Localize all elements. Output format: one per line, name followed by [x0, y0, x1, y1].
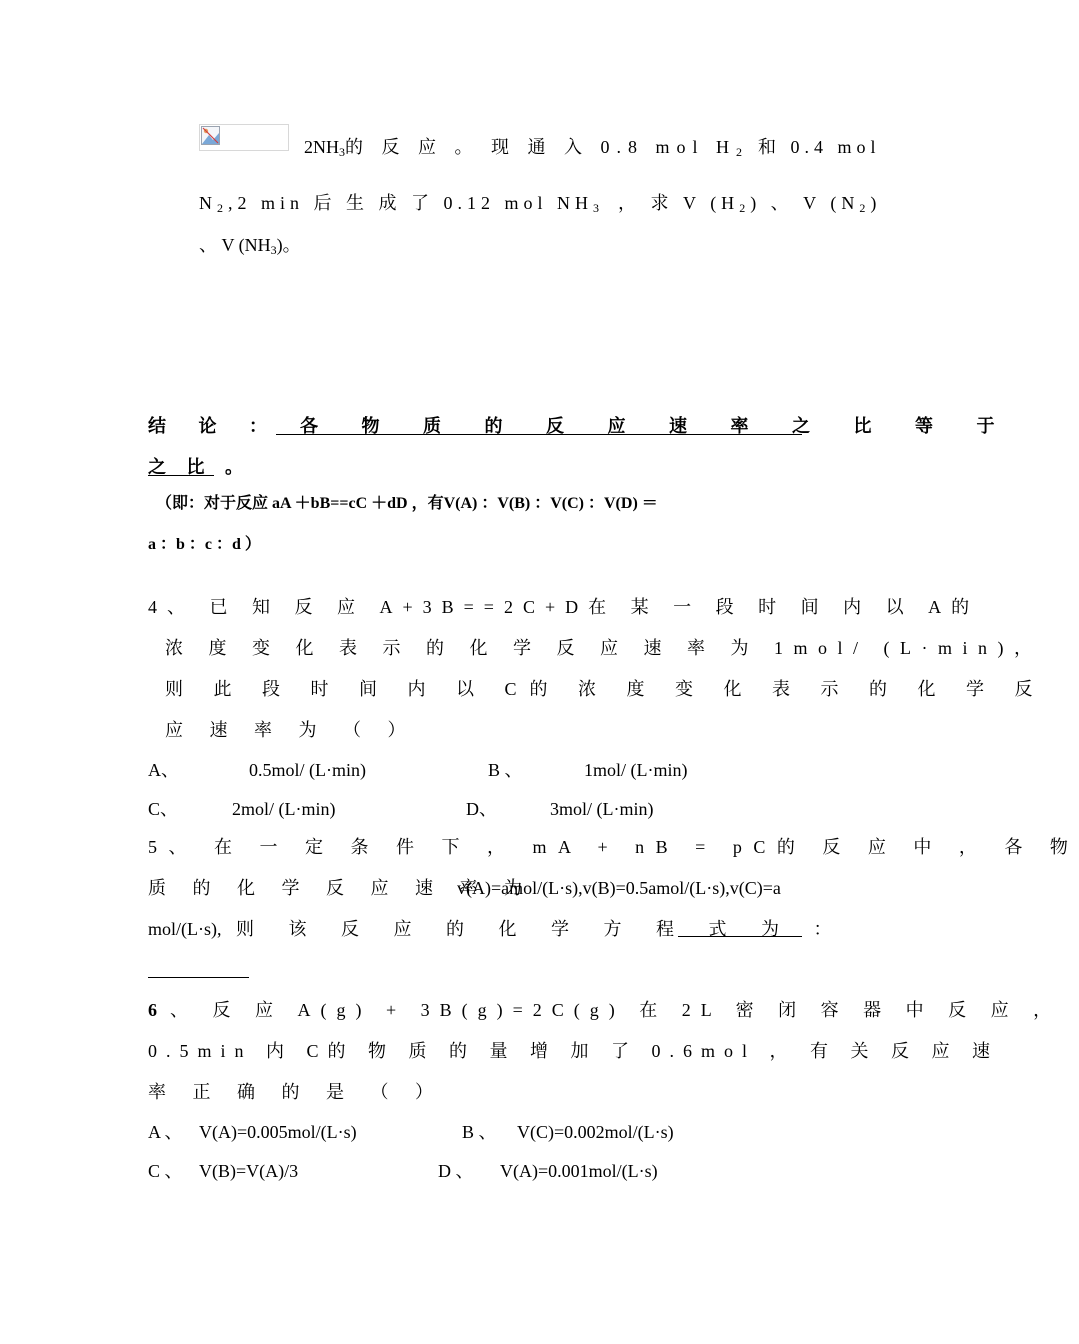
q5-line-3a: mol/(L·s), — [148, 919, 222, 939]
q4-option-a-label: A、 — [148, 760, 179, 780]
q4-option-c-label: C、 — [148, 799, 179, 819]
conclusion-note-1: （即：对于反应 aA ＋bB==cC ＋dD ，有V(A) ：V(B) ：V(C) ：V(D) ＝ — [156, 495, 658, 512]
q5-line-3b: 则 该 反 应 的 化 学 方 程 式 为 ： — [236, 919, 847, 939]
q4-option-a: 0.5mol/ (L·min) — [249, 760, 366, 780]
q4-option-d-label: D、 — [466, 799, 497, 819]
q4-option-c: 2mol/ (L·min) — [232, 799, 336, 819]
conclusion-note-2: a ：b ：c ：d ） — [148, 536, 261, 553]
q4-line-2: 浓 度 变 化 表 示 的 化 学 反 应 速 率 为 1mol/ (L·min)， — [165, 638, 1043, 658]
conclusion-underline-1 — [276, 434, 802, 435]
q6-option-c-label: C 、 — [148, 1161, 183, 1181]
intro-line-2: $N_2,2$ min 后 生 成 了 0.12 mol $NH_3$ ， 求 V $(H_2)$ 、 V $(N_2)$ — [199, 193, 882, 215]
q4-line-1: 4、 已 知 反 应 A+3B==2C+D在 某 一 段 时 间 内 以 A的 — [148, 597, 980, 617]
q6-line-1: 、 反 应 A(g) + 3B(g)=2C(g) 在 2L 密 闭 容 器 中 反 应 ， — [170, 1000, 1062, 1020]
q4-option-d: 3mol/ (L·min) — [550, 799, 654, 819]
q4-option-b-label: B 、 — [488, 760, 523, 780]
q5-answer-blank-1 — [678, 936, 802, 937]
q5-line-2b: v(A)=amol/(L·s),v(B)=0.5amol/(L·s),v(C)=a — [457, 878, 781, 898]
q4-line-4: 应 速 率 为 （ ） — [165, 720, 417, 740]
q5-line-1: 5、 在 一 定 条 件 下 ， mA + nB = pC的 反 应 中 ， 各 物 — [148, 837, 1079, 857]
broken-image-icon — [201, 126, 220, 145]
conclusion-underline-2 — [148, 475, 214, 476]
image-placeholder — [199, 124, 289, 151]
conclusion-text-1: 各 物 质 的 反 应 速 率 之 比 等 于 — [300, 416, 1014, 436]
q4-line-3: 则 此 段 时 间 内 以 C的 浓 度 变 化 表 示 的 化 学 反 — [165, 679, 1046, 699]
q6-line-2: 0.5min 内 C的 物 质 的 量 增 加 了 0.6mol ， 有 关 反 应 速 — [148, 1041, 1000, 1061]
q6-option-a: V(A)=0.005mol/(L·s) — [199, 1122, 357, 1142]
conclusion-text-2: 之 比 。 — [148, 457, 251, 477]
q6-option-b-label: B 、 — [462, 1122, 497, 1142]
conclusion-label: 结 论 ： — [148, 416, 281, 436]
q6-number: 6 — [148, 1000, 157, 1020]
q6-option-a-label: A 、 — [148, 1122, 183, 1142]
q6-line-3: 率 正 确 的 是 （ ） — [148, 1082, 444, 1102]
q6-option-b: V(C)=0.002mol/(L·s) — [517, 1122, 674, 1142]
q5-answer-blank-2 — [148, 977, 249, 978]
q5-line-2a: 质 的 化 学 反 应 速 率 为 — [148, 878, 533, 898]
q4-option-b: 1mol/ (L·min) — [584, 760, 688, 780]
q6-option-c: V(B)=V(A)/3 — [199, 1161, 299, 1181]
q6-option-d-label: D 、 — [438, 1161, 474, 1181]
q6-option-d: V(A)=0.001mol/(L·s) — [500, 1161, 658, 1181]
intro-line-1: $2NH_3$的 反 应 。 现 通 入 0.8 mol $H_2$ 和 0.4 mol — [304, 137, 881, 159]
intro-line-3: 、 V $(NH_3)$。 — [199, 235, 301, 257]
